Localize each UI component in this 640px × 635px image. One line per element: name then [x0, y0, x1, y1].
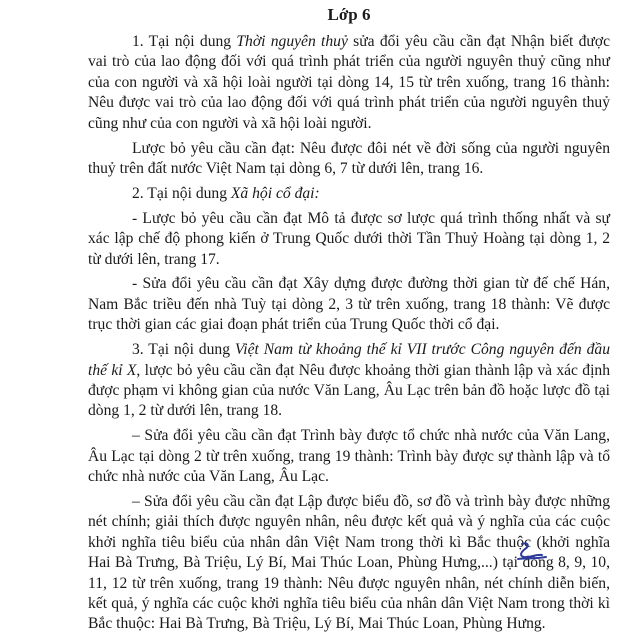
paragraph-6-rest: , lược bỏ yêu cầu cần đạt Nêu được khoảng thời gian thành lập và xác định được phạm vi không gian của nước Văn Lang, Âu Lạc trên bản đồ hoặc lược đồ tại dòng 1, 2 từ dưới lên, trang 18.	[88, 361, 610, 420]
paragraph-2	[88, 139, 610, 180]
paragraph-2-text: Lược bỏ yêu cầu cần đạt: Nêu được đôi nét về đời sống của người nguyên thuỷ trên đất nước Việt Nam tại dòng 6, 7 từ dưới lên, trang 16.	[88, 139, 610, 177]
paragraph-1	[88, 32, 610, 134]
paragraph-5-text: - Sửa đổi yêu cầu cần đạt Xây dựng được đường thời gian từ đế chế Hán, Nam Bắc triều đến nhà Tuỳ tại dòng 2, 3 từ trên xuống, trang 18 thành: Vẽ được trục thời gian các giai đoạn phát triển của Trung Quốc thời cổ đại.	[88, 275, 610, 334]
paragraph-1-italic: Thời nguyên thuỷ	[236, 33, 348, 50]
paragraph-1-text: 1. Tại nội dung	[132, 33, 237, 50]
paragraph-1-rest: sửa đổi yêu cầu cần đạt Nhận biết được vai trò của lao động đối với quá trình phát triển của người nguyên thuỷ cũng như của con người và xã hội loài người tại dòng 14, 15 từ trên xuống, trang 16 thành: Nêu được vai trò của lao động đối với quá trình phát triển của người nguyên thuỷ cũng như của con người và xã hội loài người.	[88, 33, 610, 132]
paragraph-8	[88, 492, 610, 635]
paragraph-5	[88, 274, 610, 335]
paragraph-7-text: – Sửa đổi yêu cầu cần đạt Trình bày được tổ chức nhà nước của Văn Lang, Âu Lạc tại dòng 2 từ trên xuống, trang 19 thành: Trình bày được sự thành lập và tổ chức nhà nước của Văn Lang, Âu Lạc.	[88, 427, 610, 486]
paragraph-3-text: 2. Tại nội dung	[132, 184, 231, 202]
paragraph-6-italic: Việt Nam từ khoảng thế kỉ VII trước Công nguyên đến đầu thế kỉ X	[88, 341, 610, 379]
paragraph-4	[88, 209, 610, 270]
paragraph-6-text: 3. Tại nội dung	[132, 341, 235, 359]
page-title: Lớp 6	[327, 5, 371, 24]
paragraph-6	[88, 340, 610, 422]
paragraph-3-italic: Xã hội cổ đại:	[230, 184, 320, 202]
handwritten-signature-icon	[512, 540, 552, 562]
paragraph-3	[88, 184, 610, 204]
paragraph-8-text: – Sửa đổi yêu cầu cần đạt Lập được biểu đồ, sơ đồ và trình bày được những nét chính; giải thích được nguyên nhân, nêu được kết quả và ý nghĩa của các cuộc khởi nghĩa tiêu biểu của nhân dân Việt Nam trong thời kì Bắc thuộc (khởi nghĩa Hai Bà Trưng, Bà Triệu, Lý Bí, Mai Thúc Loan, Phùng Hưng,...) tại dòng 8, 9, 10, 11, 12 từ trên xuống, trang 19 thành: Nêu được nguyên nhân, nét chính diễn biến, kết quả, ý nghĩa các cuộc khởi nghĩa tiêu biểu của nhân dân Việt Nam trong thời kì Bắc thuộc: Hai Bà Trưng, Bà Triệu, Lý Bí, Mai Thúc Loan, Phùng Hưng.	[88, 493, 610, 633]
paragraph-4-text: - Lược bỏ yêu cầu cần đạt Mô tả được sơ lược quá trình thống nhất và sự xác lập chế độ phong kiến ở Trung Quốc dưới thời Tần Thuỷ Hoàng tại dòng 1, 2 từ dưới lên, trang 17.	[88, 209, 610, 268]
paragraph-7	[88, 426, 610, 487]
signature-stroke	[518, 543, 546, 559]
